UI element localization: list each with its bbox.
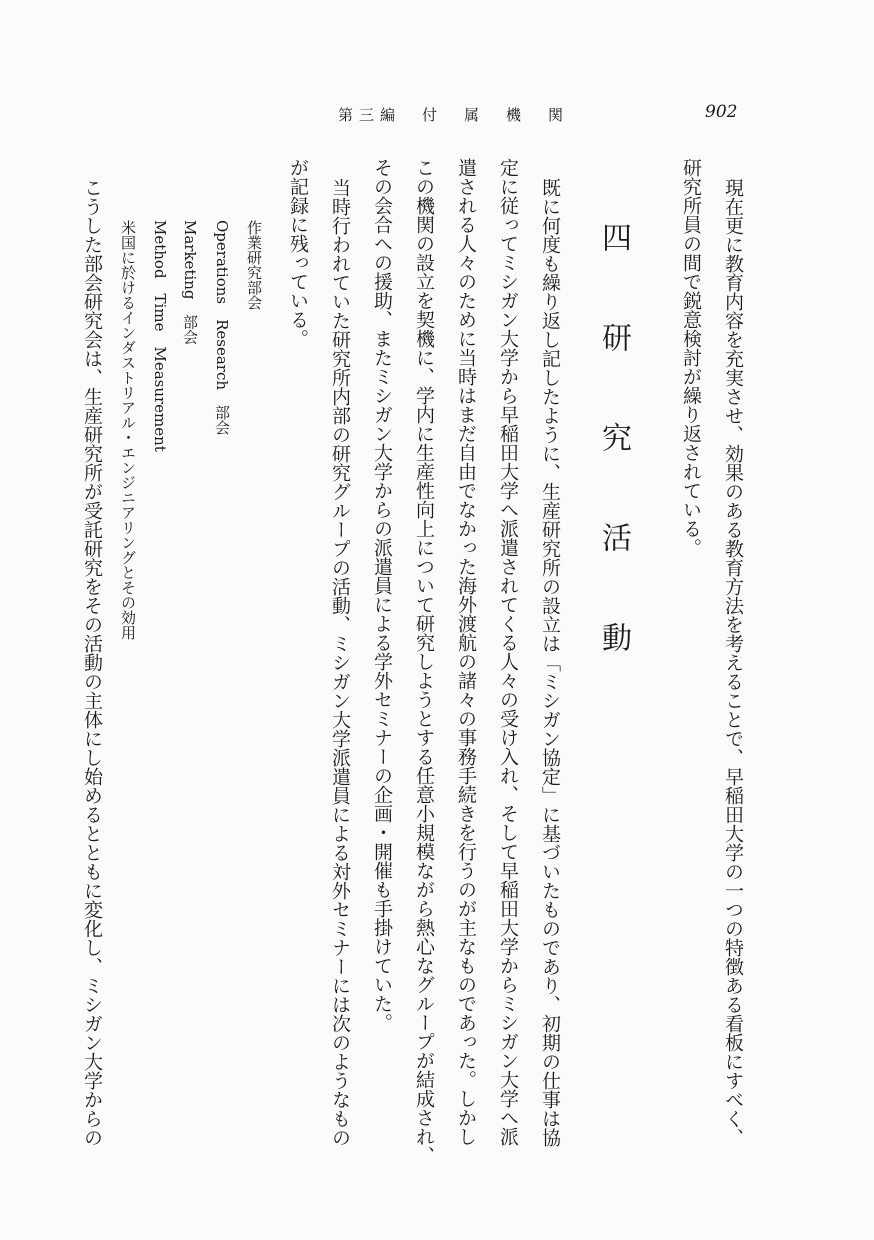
list-item: Operations Research 部会 <box>213 220 231 436</box>
text-line-3: 既に何度も繰り返し記したように、生産研究所の設立は「ミシガン協定」に基づいたものであり、初期の仕事は協 <box>539 178 561 1147</box>
section-heading: 四 研 究 活 動 <box>596 222 631 672</box>
list-item: 米国に於けるインダストリアル・エンジニアリングとその効用 <box>119 220 137 640</box>
text-line-9: が記録に残っている。 <box>287 158 309 348</box>
text-line-8: 当時行われていた研究所内部の研究グループの活動、ミシガン大学派遣員による対外セミナーには次のようなもの <box>329 178 351 1147</box>
text-line-5: 遣される人々のために当時はまだ自由でなかった海外渡航の諸々の事務手続きを行うのが主なものであった。しかし <box>455 158 477 1146</box>
list-item: Method Time Measurement <box>151 220 169 452</box>
list-item: 作業研究部会 <box>245 220 263 310</box>
text-line-7: その会合への援助、またミシガン大学からの派遣員による学外セミナーの企画・開催も手掛けていた。 <box>371 158 393 1032</box>
list-item: Marketing 部会 <box>181 220 199 345</box>
page-number: 902 <box>705 102 738 122</box>
running-header: 第三編 付 属 機 関 <box>338 106 570 124</box>
text-line-4: 定に従ってミシガン大学から早稲田大学へ派遣されてくる人々の受け入れ、そして早稲田大学からミシガン大学へ派 <box>497 158 519 1146</box>
text-line-10: こうした部会研究会は、生産研究所が受託研究をその活動の主体にし始めるとともに変化し、ミシガン大学からの <box>81 178 103 1147</box>
text-line-1: 現在更に教育内容を充実させ、効果のある教育方法を考えることで、早稲田大学の一つの特徴ある看板にすべく、 <box>722 178 744 1147</box>
text-line-2: 研究所員の間で鋭意検討が繰り返されている。 <box>680 158 702 557</box>
text-line-6: この機関の設立を契機に、学内に生産性向上について研究しようとする任意小規模ながら熱心なグループが結成され、 <box>413 158 435 1165</box>
